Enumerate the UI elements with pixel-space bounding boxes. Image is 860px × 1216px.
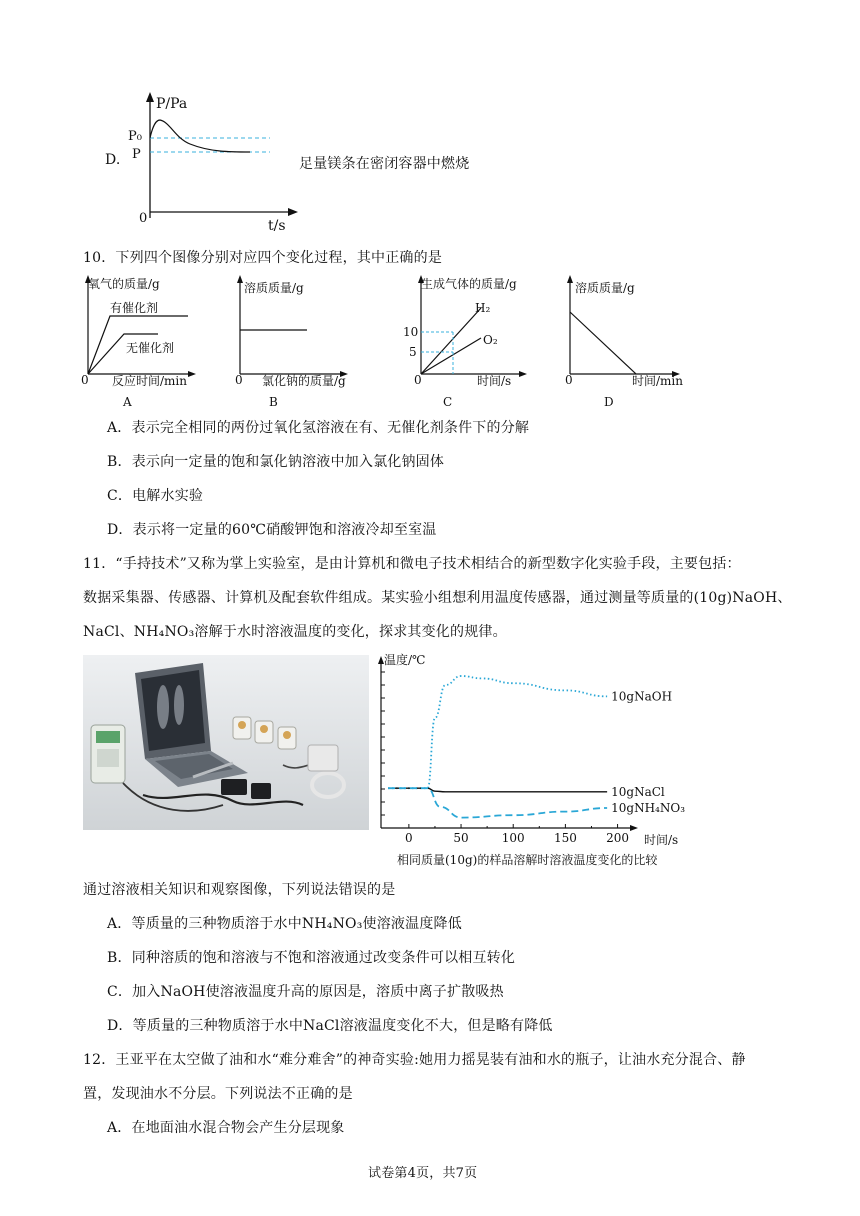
q12-stem-line1: 12．王亚平在太空做了油和水“难分难舍”的神奇实验:她用力摇晃装有油和水的瓶子，让油水充分混合、静: [83, 1052, 746, 1068]
temperature-chart: [374, 648, 694, 870]
q10d-origin: 0: [565, 373, 573, 387]
q10c-x-label: 时间/s: [477, 374, 512, 388]
q11-option-b: B．同种溶质的饱和溶液与不饱和溶液通过改变条件可以相互转化: [107, 950, 516, 966]
q10-graph-a: [78, 272, 208, 410]
q10c-origin: 0: [414, 373, 422, 387]
series-line-1: [388, 788, 607, 792]
q9d-origin: 0: [139, 211, 148, 226]
q10c-letter: C: [443, 395, 453, 409]
q10a-curve-catalyst: 有催化剂: [110, 301, 159, 315]
q10-graph-d: [562, 272, 702, 410]
chart-x-tick-label: 0: [405, 831, 413, 845]
q11-option-c: C．加入NaOH使溶液温度升高的原因是，溶质中离子扩散吸热: [107, 984, 504, 1000]
q10a-curve-no-catalyst: 无催化剂: [126, 341, 175, 355]
lab-equipment-photo: [83, 655, 369, 830]
chart-x-label: 时间/s: [644, 833, 679, 847]
page-footer: 试卷第4页，共7页: [368, 1166, 478, 1181]
q10d-letter: D: [604, 395, 614, 409]
q10b-x-label: 氯化钠的质量/g: [262, 374, 346, 388]
q10b-origin: 0: [235, 373, 243, 387]
q10c-tick-10: 10: [403, 325, 419, 339]
q9d-pressure-graph: [120, 90, 310, 235]
q11-after-text: 通过溶液相关知识和观察图像，下列说法错误的是: [83, 882, 396, 898]
chart-caption: 相同质量(10g)的样品溶解时溶液温度变化的比较: [397, 853, 658, 867]
chart-x-tick-label: 150: [553, 831, 577, 845]
q9d-p-label: P: [132, 147, 141, 162]
q10-stem: 10．下列四个图像分别对应四个变化过程，其中正确的是: [83, 250, 443, 266]
q11-option-a: A．等质量的三种物质溶于水中NH₄NO₃使溶液温度降低: [107, 916, 462, 932]
chart-y-label: 温度/℃: [384, 653, 426, 667]
chart-x-tick-label: 100: [501, 831, 525, 845]
series-label-2: 10gNH₄NO₃: [611, 801, 686, 815]
q10-graph-c: [393, 272, 543, 410]
q10d-x-label: 时间/min: [632, 374, 683, 388]
q11-stem-line1: 11．“手持技术”又称为掌上实验室，是由计算机和微电子技术相结合的新型数字化实验手段，主要包括：: [83, 556, 741, 572]
q11-option-d: D．等质量的三种物质溶于水中NaCl溶液温度变化不大，但是略有降低: [107, 1018, 553, 1034]
q10c-h2-label: H₂: [475, 301, 491, 315]
q9d-description: 足量镁条在密闭容器中燃烧: [299, 156, 470, 172]
q10a-origin: 0: [81, 373, 89, 387]
q12-stem-line2: 置，发现油水不分层。下列说法不正确的是: [83, 1086, 353, 1102]
q10-graph-b: [232, 272, 372, 410]
q11-stem-line3: NaCl、NH₄NO₃溶解于水时溶液温度的变化，探求其变化的规律。: [83, 624, 507, 640]
q9d-p0-label: P₀: [128, 129, 142, 144]
q9d-y-axis-label: P/Pa: [156, 96, 188, 112]
q12-option-a: A．在地面油水混合物会产生分层现象: [107, 1120, 345, 1136]
series-label-0: 10gNaOH: [611, 689, 673, 704]
q10-option-c: C．电解水实验: [107, 488, 204, 504]
q10b-y-label: 溶质质量/g: [244, 281, 304, 295]
q10c-y-label: 生成气体的质量/g: [421, 277, 517, 291]
chart-x-tick-label: 200: [606, 831, 630, 845]
q10c-o2-label: O₂: [483, 333, 498, 347]
q10a-y-label: 氧气的质量/g: [88, 277, 160, 291]
q11-stem-line2: 数据采集器、传感器、计算机及配套软件组成。某实验小组想利用温度传感器，通过测量等质量的(10g)NaOH、: [83, 590, 792, 606]
series-line-2: [388, 788, 607, 817]
q10-option-d: D．表示将一定量的60℃硝酸钾饱和溶液冷却至室温: [107, 522, 437, 538]
chart-x-tick-label: 50: [453, 831, 469, 845]
q9d-x-axis-label: t/s: [268, 218, 286, 234]
series-label-1: 10gNaCl: [611, 784, 665, 799]
q10a-x-label: 反应时间/min: [112, 374, 187, 388]
q10a-letter: A: [123, 395, 132, 409]
q10b-letter: B: [269, 395, 278, 409]
q9d-label: D.: [105, 152, 121, 168]
q10-option-b: B．表示向一定量的饱和氯化钠溶液中加入氯化钠固体: [107, 454, 445, 470]
q10-option-a: A．表示完全相同的两份过氧化氢溶液在有、无催化剂条件下的分解: [107, 420, 530, 436]
q10d-y-label: 溶质质量/g: [575, 281, 635, 295]
q10c-tick-5: 5: [409, 345, 417, 359]
series-line-0: [388, 676, 607, 788]
lab-equipment-illustration: [83, 655, 369, 830]
